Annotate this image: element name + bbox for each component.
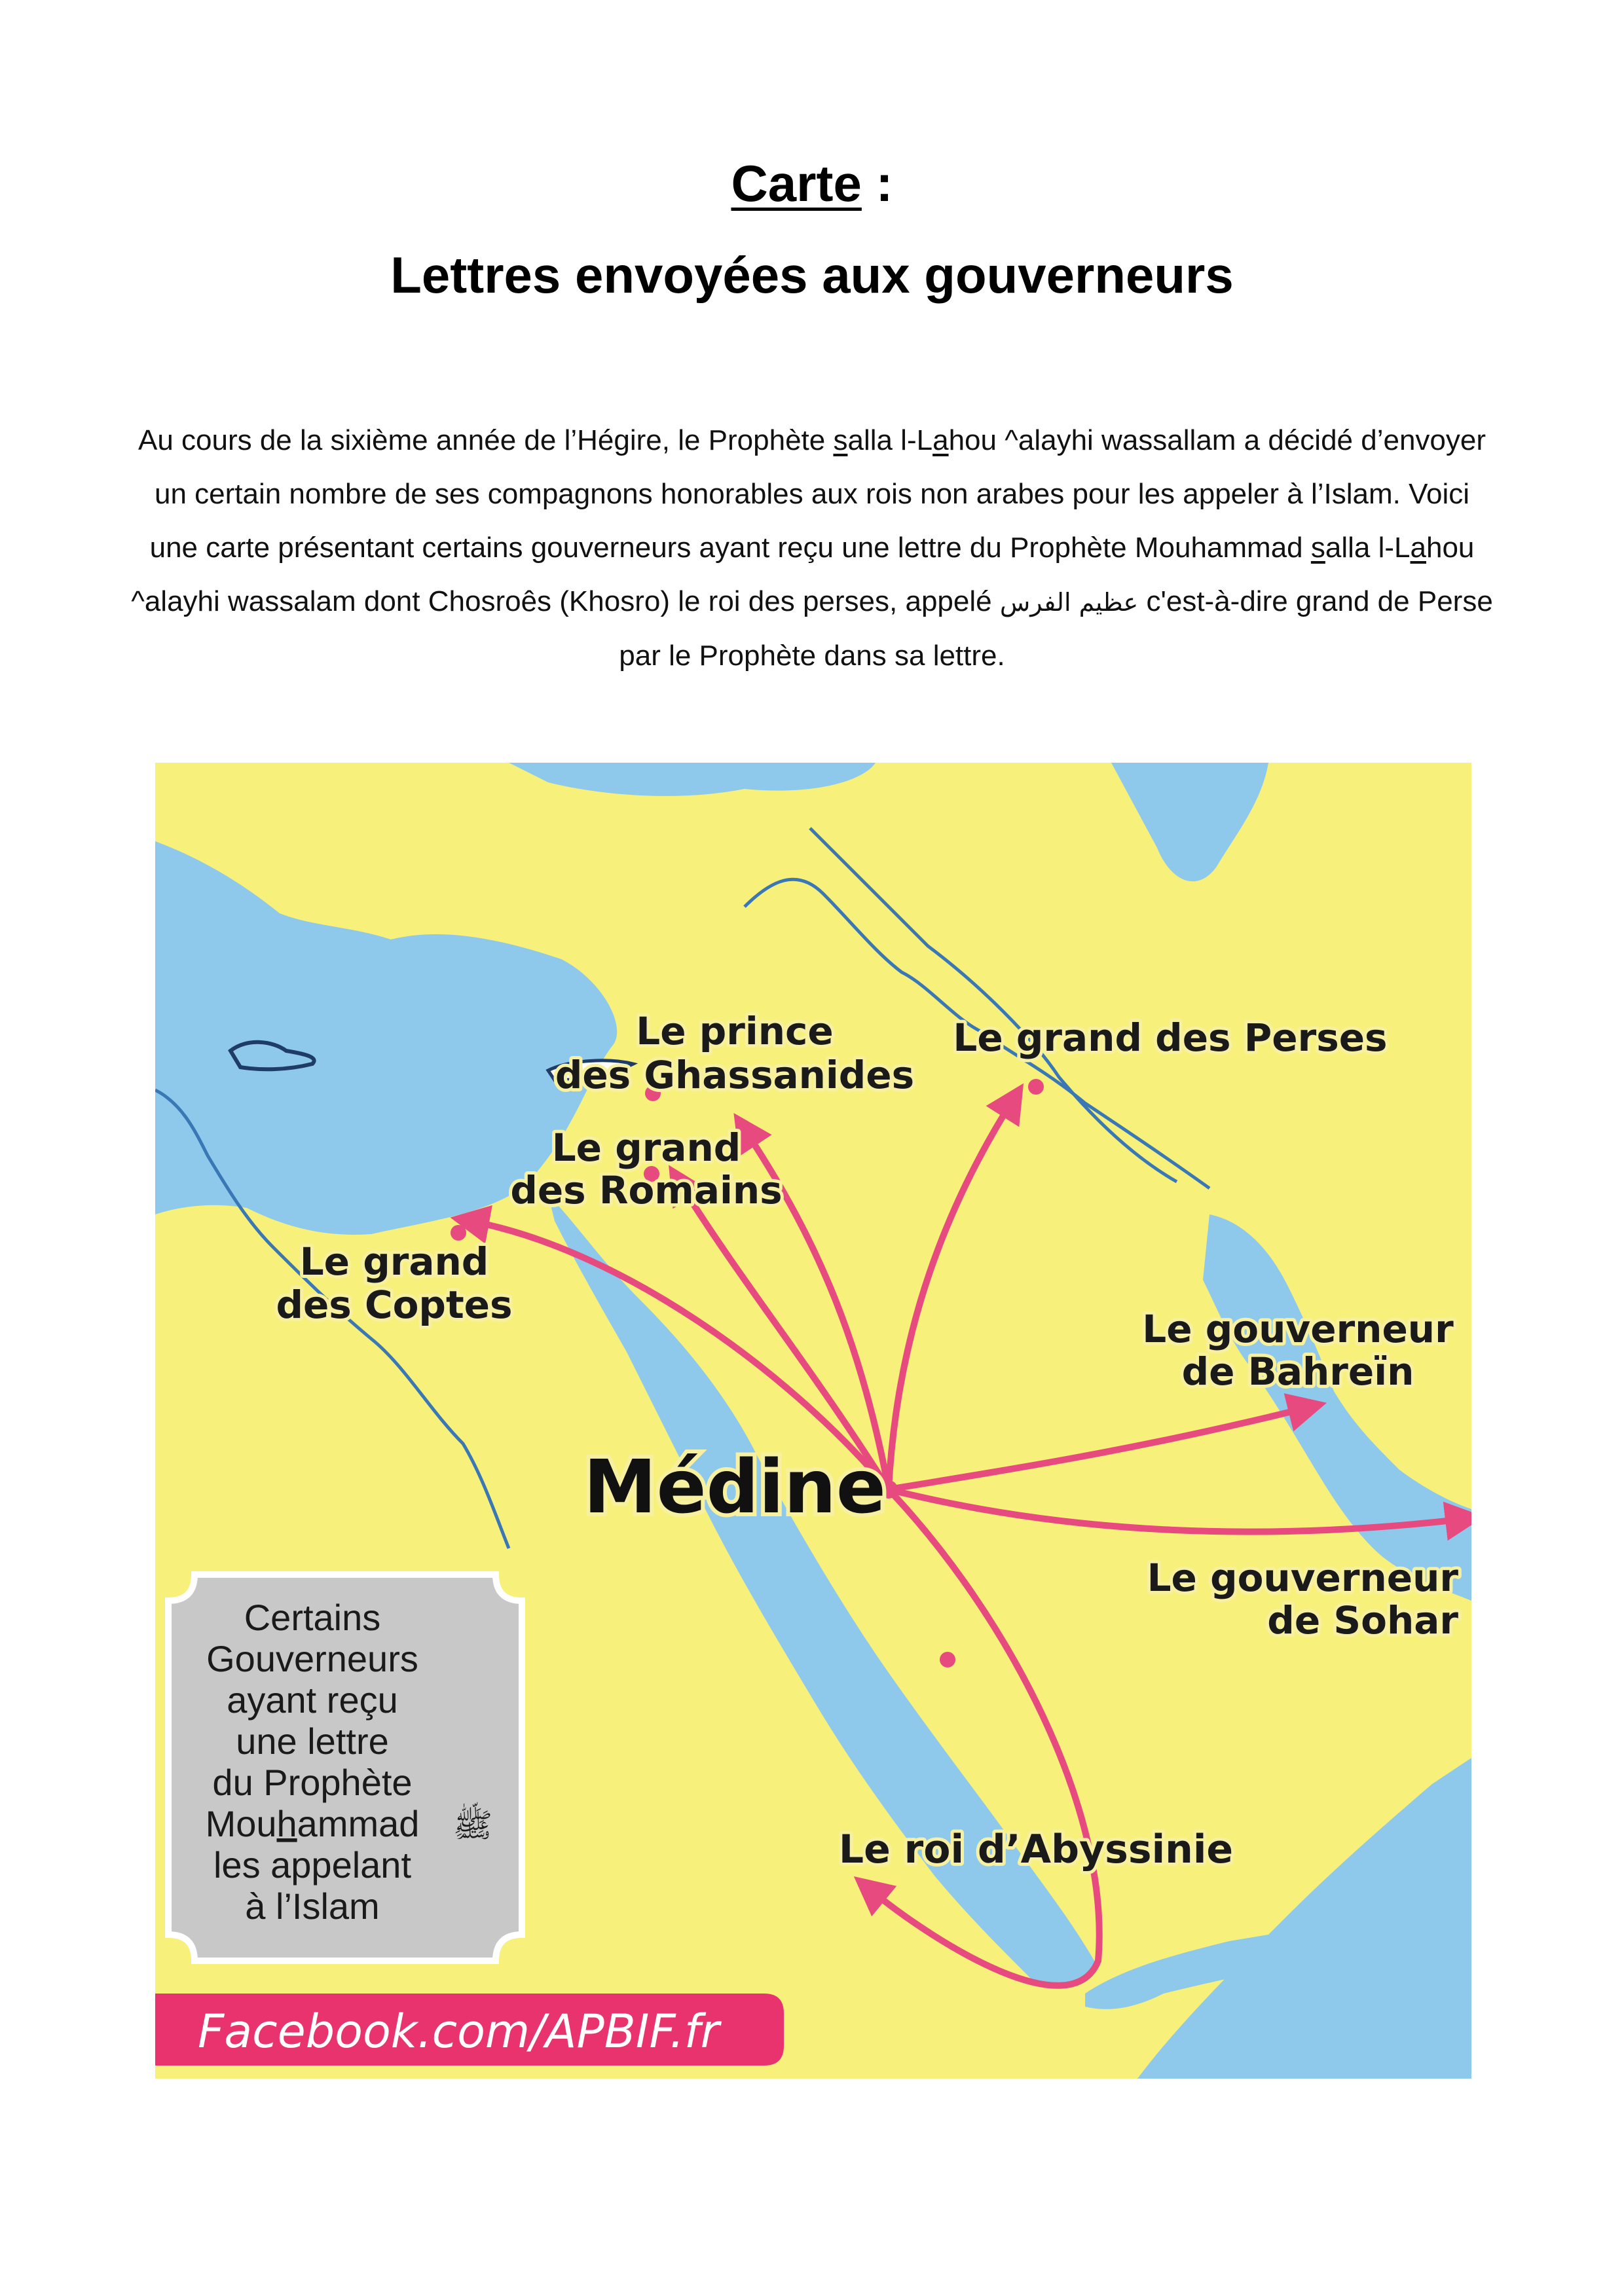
intro-text-3: hou ^alayhi wassallam a décidé d’envoyer un certain nombre de ses compagnons honorables aux rois non arabes pour les appeler à l’Islam. Voici une carte présentant certains gouverneurs ayant reçu une lettre du Prophète Mouhammad bbox=[149, 424, 1486, 564]
page-subtitle: Lettres envoyées aux gouverneurs bbox=[390, 246, 1234, 304]
legend-line-6a: Mou bbox=[205, 1803, 277, 1844]
label-bahrein-1: Le gouverneur bbox=[1142, 1307, 1454, 1351]
intro-text-2: alla l-L bbox=[847, 424, 933, 456]
intro-text-6: c'est-à-dire grand de Perse par le Prophète dans sa lettre. bbox=[619, 585, 1493, 672]
legend-line-6c: ammad bbox=[297, 1803, 420, 1844]
label-ghassanides-1: Le prince bbox=[636, 1009, 834, 1053]
intro-text-4: alla l-L bbox=[1325, 532, 1411, 564]
dot-coptes bbox=[451, 1225, 466, 1241]
facebook-link: Facebook.com/APBIF.fr bbox=[198, 2005, 720, 2058]
legend-box bbox=[168, 1575, 522, 1961]
title-colon: : bbox=[861, 155, 893, 212]
map-svg bbox=[155, 763, 1471, 2079]
legend-line-7: les appelant bbox=[213, 1844, 412, 1886]
facebook-banner bbox=[155, 1994, 784, 2066]
intro-underlined-a2: a bbox=[1410, 532, 1426, 564]
title-block bbox=[0, 151, 1624, 308]
label-bahrein-2: de Bahreïn bbox=[1181, 1349, 1414, 1394]
title-main-text: Carte bbox=[731, 155, 862, 212]
intro-underlined-s2: s bbox=[1310, 532, 1325, 564]
label-coptes-1: Le grand bbox=[299, 1239, 489, 1284]
label-romains-2: des Romains bbox=[510, 1168, 783, 1212]
legend-line-3: ayant reçu bbox=[227, 1679, 398, 1721]
map bbox=[155, 763, 1471, 2079]
label-medine: Médine bbox=[583, 1445, 886, 1530]
label-coptes-2: des Coptes bbox=[276, 1283, 513, 1327]
legend-line-2: Gouverneurs bbox=[206, 1638, 418, 1679]
intro-underlined-a1: a bbox=[932, 424, 949, 456]
legend-honorific: ﷺ bbox=[452, 1806, 493, 1844]
legend-line-4: une lettre bbox=[236, 1721, 389, 1762]
label-sohar-1: Le gouverneur bbox=[1147, 1556, 1458, 1600]
label-romains-1: Le grand bbox=[551, 1125, 741, 1170]
intro-underlined-s1: s bbox=[833, 424, 848, 456]
intro-text-1: Au cours de la sixième année de l’Hégire, le Prophète bbox=[138, 424, 834, 456]
dot-perses bbox=[1028, 1079, 1044, 1095]
legend-line-5: du Prophète bbox=[212, 1762, 413, 1803]
label-abyssinie: Le roi d’Abyssinie bbox=[838, 1827, 1234, 1872]
label-ghassanides-2: des Ghassanides bbox=[555, 1053, 915, 1097]
intro-paragraph bbox=[131, 414, 1493, 683]
legend-line-6 bbox=[206, 1803, 420, 1844]
legend-line-1: Certains bbox=[244, 1597, 381, 1638]
legend-line-8: à l’Islam bbox=[245, 1886, 380, 1927]
legend-line-6b: h bbox=[276, 1803, 297, 1844]
dot-mecque bbox=[940, 1652, 955, 1667]
label-sohar-2: de Sohar bbox=[1267, 1598, 1458, 1643]
label-perses: Le grand des Perses bbox=[953, 1015, 1388, 1060]
intro-text-5: hou ^alayhi wassalam dont Chosroês (Khosro) le roi des perses, appelé bbox=[131, 532, 1475, 617]
page-title bbox=[0, 151, 1624, 216]
intro-arabic: عظيم الفرس bbox=[999, 588, 1139, 617]
